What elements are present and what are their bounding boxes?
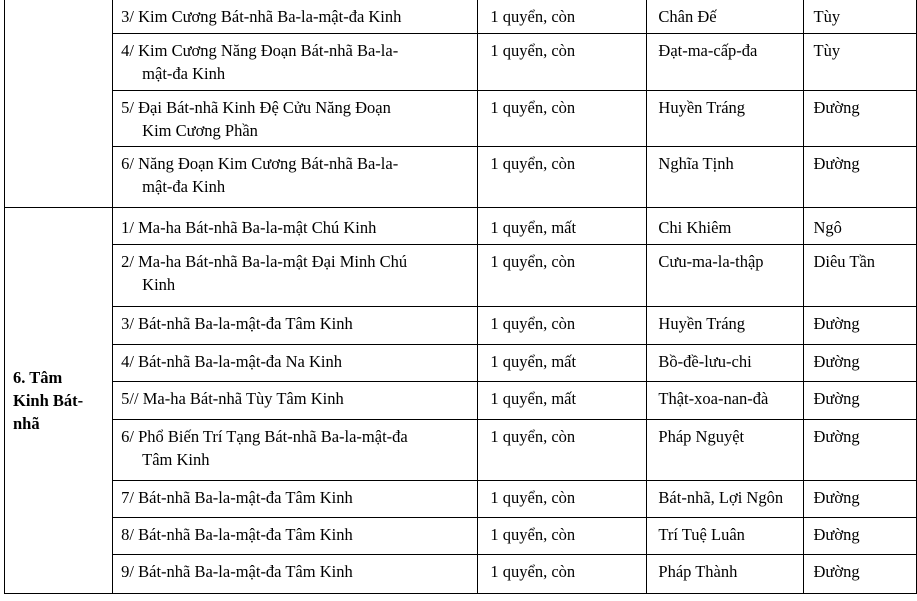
table-row (5, 517, 917, 554)
title-cell (113, 33, 478, 90)
table-row (5, 306, 917, 344)
quantity-cell: 1 quyển, còn (478, 90, 647, 146)
title-cell (113, 0, 478, 33)
dynasty-cell: Đường (804, 419, 917, 480)
title-continuation: Kim Cương Phần (142, 120, 258, 140)
quantity-cell: 1 quyển, còn (478, 480, 647, 517)
title-text: 3/ Kim Cương Bát-nhã Ba-la-mật-đa Kinh (121, 7, 402, 26)
quantity-cell: 1 quyển, còn (478, 554, 647, 593)
table-row (5, 90, 917, 146)
title-text: 6/ Phổ Biến Trí Tạng Bát-nhã Ba-la-mật-đa (121, 426, 408, 446)
translator-cell: Nghĩa Tịnh (647, 146, 804, 207)
title-cell (113, 90, 478, 146)
title-text: 1/ Ma-ha Bát-nhã Ba-la-mật Chú Kinh (121, 217, 377, 237)
dynasty-cell: Đường (804, 146, 917, 207)
sutra-table (4, 0, 917, 594)
title-cell (113, 146, 478, 207)
quantity-cell: 1 quyển, còn (478, 517, 647, 554)
title-cell (113, 207, 478, 244)
table-row (5, 146, 917, 207)
translator-cell: Chi Khiêm (647, 207, 804, 244)
table-row (5, 381, 917, 419)
dynasty-cell: Đường (804, 381, 917, 419)
translator-cell: Chân Đế (647, 0, 804, 33)
title-cell (113, 306, 478, 344)
title-text: 5// Ma-ha Bát-nhã Tùy Tâm Kinh (121, 388, 344, 408)
translator-cell: Huyền Tráng (647, 90, 804, 146)
title-cell (113, 244, 478, 306)
dynasty-cell: Đường (804, 517, 917, 554)
dynasty-cell: Đường (804, 306, 917, 344)
table-row (5, 33, 917, 90)
title-text: 9/ Bát-nhã Ba-la-mật-đa Tâm Kinh (121, 561, 353, 581)
group-title-line: Kinh Bát- (13, 390, 84, 410)
table-row (5, 244, 917, 306)
title-continuation: mật-đa Kinh (142, 63, 226, 83)
title-continuation: Tâm Kinh (142, 449, 210, 469)
quantity-cell: 1 quyển, mất (478, 344, 647, 381)
dynasty-cell: Tùy (804, 33, 917, 90)
title-cell (113, 517, 478, 554)
group-cell (5, 207, 113, 593)
table-row (5, 419, 917, 480)
table-row (5, 344, 917, 381)
translator-cell: Thật-xoa-nan-đà (647, 381, 804, 419)
quantity-cell: 1 quyển, còn (478, 0, 647, 33)
dynasty-cell: Diêu Tần (804, 244, 917, 306)
table-row (5, 0, 917, 33)
quantity-cell: 1 quyển, còn (478, 306, 647, 344)
table-row (5, 480, 917, 517)
title-text: 4/ Bát-nhã Ba-la-mật-đa Na Kinh (121, 351, 342, 371)
translator-cell: Bồ-đề-lưu-chi (647, 344, 804, 381)
dynasty-cell: Đường (804, 90, 917, 146)
translator-cell: Huyền Tráng (647, 306, 804, 344)
title-continuation: mật-đa Kinh (142, 176, 226, 196)
quantity-cell: 1 quyển, còn (478, 33, 647, 90)
group-title-line: nhã (13, 413, 40, 433)
translator-cell: Cưu-ma-la-thập (647, 244, 804, 306)
dynasty-cell: Ngô (804, 207, 917, 244)
dynasty-cell: Đường (804, 480, 917, 517)
title-cell (113, 344, 478, 381)
title-cell (113, 480, 478, 517)
title-text: 5/ Đại Bát-nhã Kinh Đệ Cửu Năng Đoạn (121, 97, 391, 117)
quantity-cell: 1 quyển, mất (478, 381, 647, 419)
title-text: 2/ Ma-ha Bát-nhã Ba-la-mật Đại Minh Chú (121, 251, 408, 271)
quantity-cell: 1 quyển, còn (478, 419, 647, 480)
translator-cell: Bát-nhã, Lợi Ngôn (647, 480, 804, 517)
title-text: 8/ Bát-nhã Ba-la-mật-đa Tâm Kinh (121, 524, 353, 544)
table-row (5, 207, 917, 244)
translator-cell: Pháp Nguyệt (647, 419, 804, 480)
translator-cell: Đạt-ma-cấp-đa (647, 33, 804, 90)
dynasty-cell: Đường (804, 554, 917, 593)
title-cell (113, 419, 478, 480)
title-text: 3/ Bát-nhã Ba-la-mật-đa Tâm Kinh (121, 313, 353, 333)
title-continuation: Kinh (142, 274, 176, 294)
title-text: 7/ Bát-nhã Ba-la-mật-đa Tâm Kinh (121, 487, 353, 507)
quantity-cell: 1 quyển, còn (478, 244, 647, 306)
translator-cell: Trí Tuệ Luân (647, 517, 804, 554)
group-title-line: 6. Tâm (13, 367, 63, 387)
quantity-cell: 1 quyển, mất (478, 207, 647, 244)
dynasty-cell: Tùy (804, 0, 917, 33)
group-cell (5, 0, 113, 207)
title-text: 4/ Kim Cương Năng Đoạn Bát-nhã Ba-la- (121, 40, 399, 60)
title-cell (113, 554, 478, 593)
table-row (5, 554, 917, 593)
title-cell (113, 381, 478, 419)
title-text: 6/ Năng Đoạn Kim Cương Bát-nhã Ba-la- (121, 153, 399, 173)
dynasty-cell: Đường (804, 344, 917, 381)
quantity-cell: 1 quyển, còn (478, 146, 647, 207)
translator-cell: Pháp Thành (647, 554, 804, 593)
